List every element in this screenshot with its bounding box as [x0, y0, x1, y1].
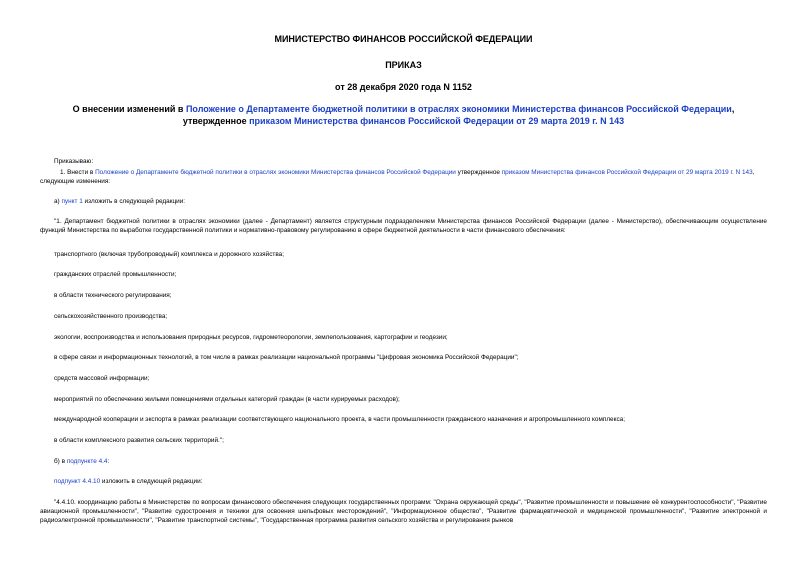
paragraph-1	[40, 168, 767, 186]
sub-suffix: изложить в следующей редакции:	[100, 478, 203, 485]
list-item: в области технического регулирования;	[54, 292, 172, 299]
list-item: сельскохозяйственного производства;	[54, 313, 168, 320]
p1-middle: утвержденное	[455, 169, 502, 176]
ministry-heading: МИНИСТЕРСТВО ФИНАНСОВ РОССИЙСКОЙ ФЕДЕРАЦИИ	[274, 34, 533, 44]
pa-suffix: изложить в следующей редакции:	[82, 198, 186, 205]
p1-link-regulation[interactable]: Положение о Департаменте бюджетной политики в отраслях экономики Министерства финансов Российской Федерации	[95, 169, 456, 176]
date-number-heading: от 28 декабря 2020 года N 1152	[335, 82, 472, 92]
document-title	[40, 104, 767, 127]
list-item: в сфере связи и информационных технологий, в том числе в рамках реализации национальной программы "Цифровая экономика Российской Федерации";	[54, 354, 519, 361]
title-link-regulation[interactable]: Положение о Департаменте бюджетной политики в отраслях экономики Министерства финансов Российской Федерации	[185, 104, 732, 114]
p1-link-order[interactable]: приказом Министерства финансов Российской Федерации от 29 марта 2019 г. N 143	[501, 169, 753, 176]
title-middle: , утвержденное	[182, 104, 735, 126]
list-item: транспортного (включая трубопроводный) комплекса и дорожного хозяйства;	[54, 251, 284, 258]
quote-paragraph-1: "1. Департамент бюджетной политики в отраслях экономики (далее - Департамент) является структурным подразделением Министерства финансов Российской Федерации (далее - Министерство), обеспечивающим осуществление функций Министерства по выработке государственной политики и нормативно-правовому регулированию в сфере бюджетной деятельности в части финансового обеспечения:	[40, 218, 767, 234]
paragraph-a	[40, 197, 767, 206]
title-link-order[interactable]: приказом Министерства финансов Российской Федерации от 29 марта 2019 г. N 143	[249, 115, 625, 126]
list-item: международной кооперации и экспорта в рамках реализации соответствующего национального проекта, в части промышленности гражданского назначения и агропромышленного комплекса;	[54, 416, 625, 423]
subpoint-paragraph	[40, 477, 767, 486]
paragraph-b	[40, 457, 767, 466]
sub-link-subpoint-4-4-10[interactable]: подпункт 4.4.10	[54, 478, 101, 485]
list-item: мероприятий по обеспечению жилыми помещениями отдельных категорий граждан (в части курируемых расходов);	[54, 396, 400, 403]
doc-type-heading: ПРИКАЗ	[385, 60, 422, 70]
list-item: гражданских отраслей промышленности;	[54, 271, 177, 278]
pa-prefix: а)	[54, 198, 62, 205]
list-item: экологии, воспроизводства и использования природных ресурсов, гидрометеорологии, землепользования, картографии и геодезии;	[54, 334, 448, 341]
pb-link-subpoint-4-4[interactable]: подпункте 4.4	[66, 458, 108, 465]
title-prefix: О внесении изменений в	[72, 104, 186, 114]
pb-suffix: :	[107, 458, 110, 465]
quote-paragraph-2: "4.4.10. координацию работы в Министерстве по вопросам финансового обеспечения следующих государственных программ: "Охрана окружающей среды", "Развитие промышленности и повышение её конкурентоспособности", "Развитие авиационной промышленности", "Развитие судостроения и техники для освоения шельфовых месторождений", "Информационное общество", "Развитие фармацевтической и медицинской промышленности", "Развитие электронной и радиоэлектронной промышленности", "Развитие транспортной системы", "Государственная программа развития сельского хозяйства и регулирования рынков	[40, 499, 767, 524]
list-item: в области комплексного развития сельских территорий.";	[54, 437, 224, 444]
pa-link-point-1[interactable]: пункт 1	[61, 198, 83, 205]
p1-suffix: , следующие изменения:	[40, 169, 755, 185]
list-item: средств массовой информации;	[54, 375, 150, 382]
order-word: Приказываю:	[54, 158, 94, 165]
p1-prefix: 1. Внести в	[60, 169, 96, 176]
pb-prefix: б) в	[54, 458, 67, 465]
